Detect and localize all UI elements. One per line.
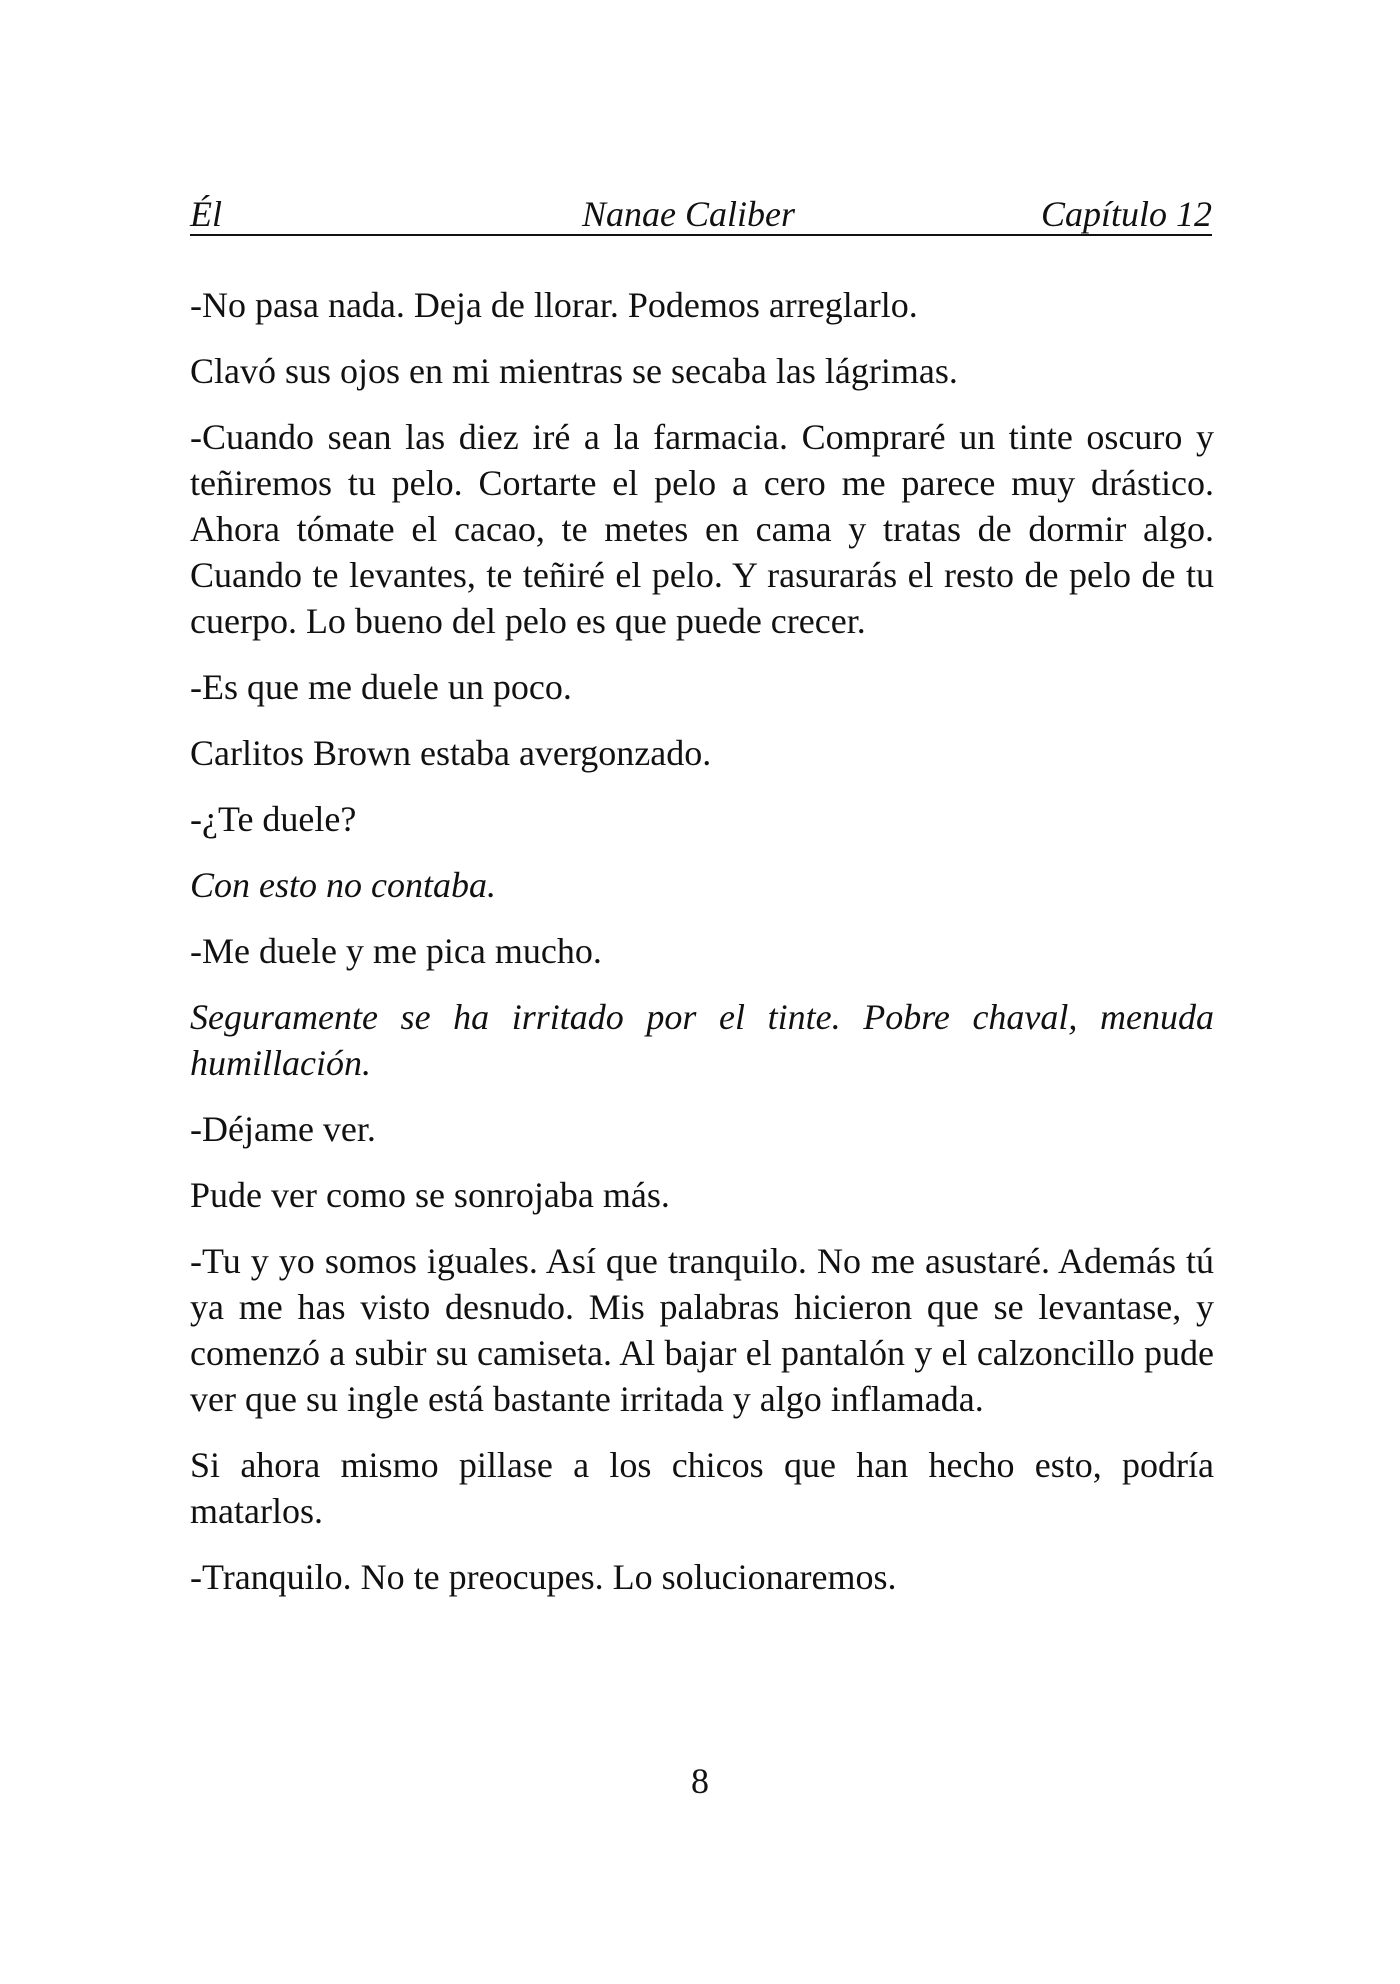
- paragraph: -Es que me duele un poco.: [190, 667, 572, 707]
- paragraph: Si ahora mismo pillase a los chicos que han hecho esto, podría matarlos.: [190, 1445, 1214, 1531]
- paragraph: -Me duele y me pica mucho.: [190, 931, 602, 971]
- paragraph: Pude ver como se sonrojaba más.: [190, 1175, 670, 1215]
- paragraph: -Tranquilo. No te preocupes. Lo solucionaremos.: [190, 1557, 897, 1597]
- paragraph: -No pasa nada. Deja de llorar. Podemos arreglarlo.: [190, 285, 918, 325]
- paragraph: -Cuando sean las diez iré a la farmacia. Compraré un tinte oscuro y teñiremos tu pelo. Cortarte el pelo a cero me parece muy drástico. Ahora tómate el cacao, te metes en cama y tratas de dormir algo. Cuando te levantes, te teñiré el pelo. Y rasurarás el resto de pelo de tu cuerpo. Lo bueno del pelo es que puede crecer.: [190, 417, 1214, 641]
- paragraph: Carlitos Brown estaba avergonzado.: [190, 733, 712, 773]
- italic-paragraph: Con esto no contaba.: [190, 865, 496, 905]
- paragraph: -¿Te duele?: [190, 799, 357, 839]
- body-text: [190, 282, 1214, 1620]
- paragraph: -Déjame ver.: [190, 1109, 376, 1149]
- header-author: Nanae Caliber: [582, 194, 795, 234]
- paragraph: Clavó sus ojos en mi mientras se secaba las lágrimas.: [190, 351, 958, 391]
- header-chapter: Capítulo 12: [1040, 194, 1212, 234]
- italic-paragraph: Seguramente se ha irritado por el tinte. Pobre chaval, menuda humillación.: [190, 997, 1214, 1083]
- running-header: [190, 194, 1212, 236]
- header-book-title: Él: [190, 194, 222, 234]
- page-number: 8: [691, 1761, 709, 1801]
- paragraph: -Tu y yo somos iguales. Así que tranquilo. No me asustaré. Además tú ya me has visto desnudo. Mis palabras hicieron que se levantase, y comenzó a subir su camiseta. Al bajar el pantalón y el calzoncillo pude ver que su ingle está bastante irritada y algo inflamada.: [190, 1241, 1214, 1419]
